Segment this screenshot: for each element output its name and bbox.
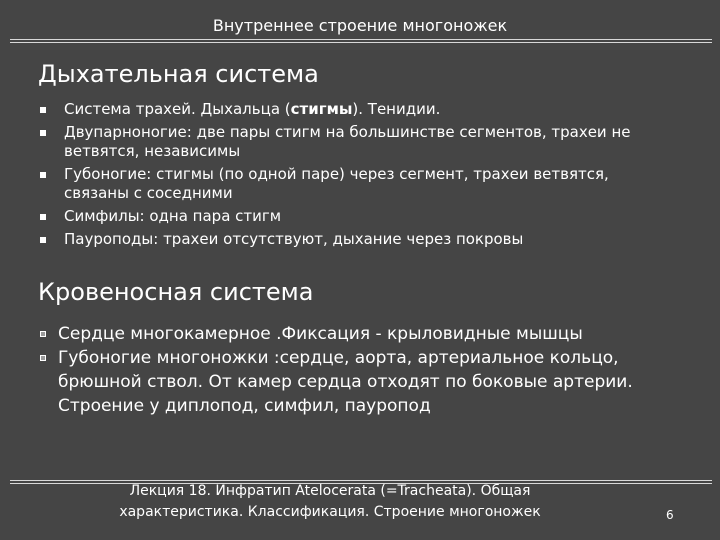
page-number: 6 — [666, 508, 674, 522]
list-item-text: Губоногие: стигмы (по одной паре) через сегмент, трахеи ветвятся, связаны с соседними — [64, 165, 609, 202]
list-item — [40, 207, 660, 226]
list-item-text: Пауроподы: трахеи отсутствуют, дыхание через покровы — [64, 230, 524, 248]
hollow-square-bullet-icon — [40, 331, 46, 337]
list-item-emphasis: стигмы — [290, 100, 353, 118]
square-bullet-icon — [40, 172, 46, 178]
header-title: Внутреннее строение многоножек — [212, 16, 508, 35]
list-item-text: Губоногие многоножки :сердце, аорта, артериальное кольцо, брюшной ствол. От камер сердца отходят по боковые артерии. Строение у диплопод, симфил, пауропод — [58, 348, 633, 416]
list-item — [40, 100, 660, 119]
square-bullet-icon — [40, 130, 46, 136]
list-item — [40, 322, 660, 346]
list-item-text: Двупарноногие: две пары стигм на большинстве сегментов, трахеи не ветвятся, независимы — [64, 123, 631, 160]
header-divider — [10, 39, 712, 40]
header-divider-secondary — [10, 42, 712, 43]
square-bullet-icon — [40, 107, 46, 113]
list-item — [40, 230, 660, 249]
respiratory-heading: Дыхательная система — [38, 60, 319, 88]
list-item — [40, 346, 660, 418]
respiratory-list — [40, 100, 660, 253]
square-bullet-icon — [40, 237, 46, 243]
list-item — [40, 123, 660, 161]
square-bullet-icon — [40, 214, 46, 220]
list-item-text-end: ). Тенидии. — [352, 100, 441, 118]
circulatory-list — [40, 322, 660, 418]
list-item — [40, 165, 660, 203]
list-item-text: Симфилы: одна пара стигм — [64, 207, 282, 225]
hollow-square-bullet-icon — [40, 355, 46, 361]
footer-caption: Лекция 18. Инфратип Atelocerata (=Tracheata). Общая характеристика. Классификация. Строение многоножек — [119, 483, 541, 520]
circulatory-heading: Кровеносная система — [38, 278, 314, 306]
list-item-text: Сердце многокамерное .Фиксация - крыловидные мышцы — [58, 324, 583, 344]
list-item-text-start: Система трахей. Дыхальца ( — [64, 100, 291, 118]
